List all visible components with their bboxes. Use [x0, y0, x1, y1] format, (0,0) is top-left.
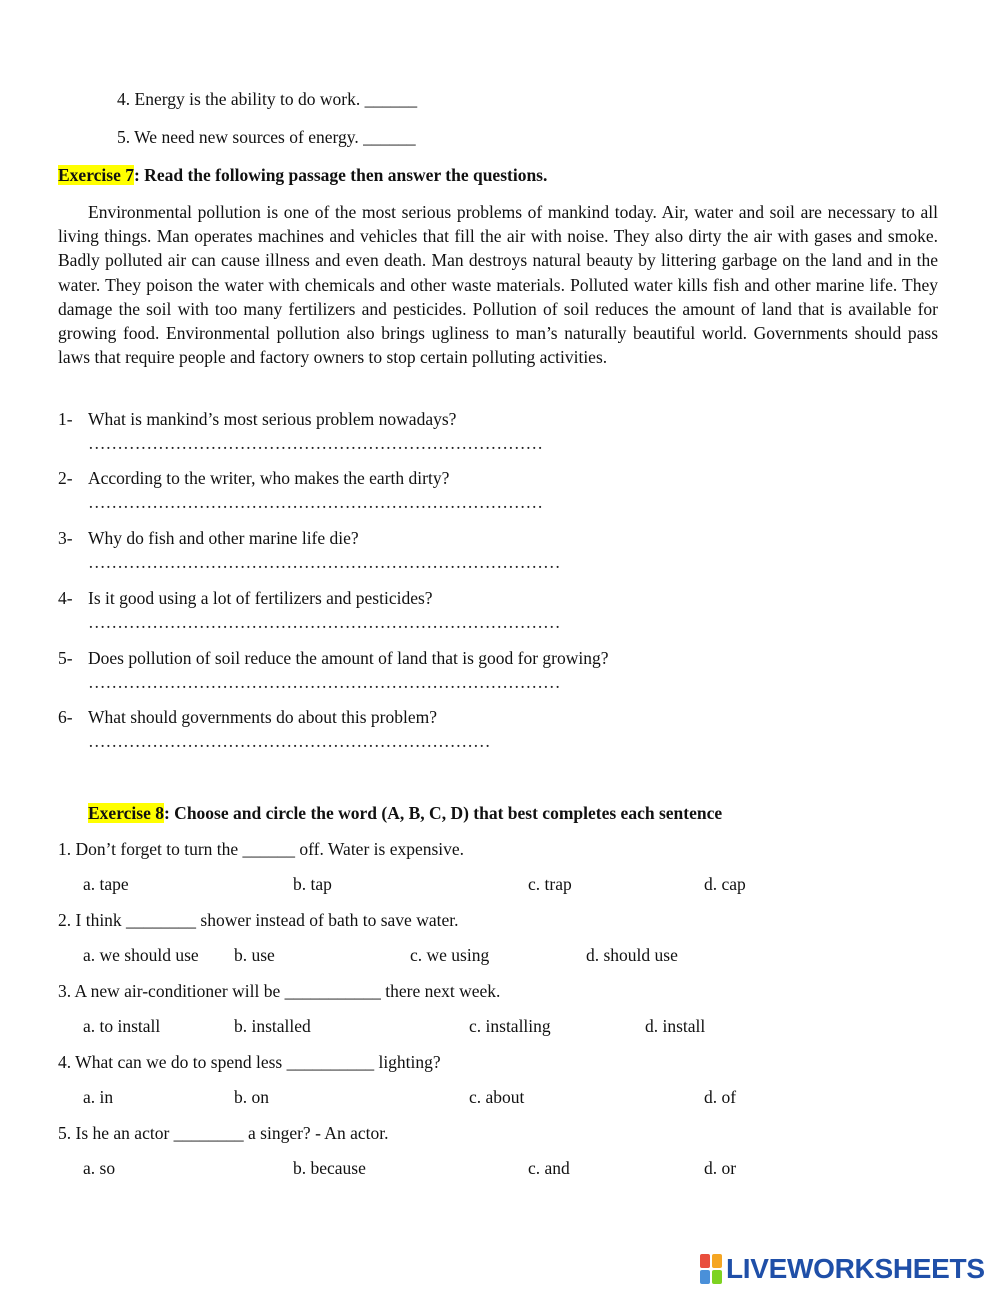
mc-question-3: 3. A new air-conditioner will be ___________ there next week.	[58, 981, 501, 1001]
question-text: What should governments do about this problem?	[88, 707, 437, 727]
exercise-8-heading	[88, 803, 722, 824]
mc-option-a[interactable]: a. tape	[83, 874, 129, 894]
logo-block-red	[700, 1254, 710, 1268]
question-text: According to the writer, who makes the earth dirty?	[88, 468, 450, 488]
answer-line-2[interactable]: ……………………………………………………………………	[88, 492, 543, 512]
question-number: 6-	[58, 707, 73, 727]
reading-passage: Environmental pollution is one of the most serious problems of mankind today. Air, water and soil are necessary to all living things. Man operates machines and vehicles that fill the air with noise. They also dirty the air with gases and smoke. Badly polluted air can cause illness and even death. Man destroys natural beauty by littering garbage on the land and in the water. They poison the water with chemicals and other waste materials. Polluted water kills fish and other marine life. They damage the soil with too many fertilizers and pesticides. Pollution of soil reduces the amount of land that is available for growing food. Environmental pollution also brings ugliness to man’s naturally beautiful world. Governments should pass laws that require people and factory owners to stop certain polluting activities.	[58, 202, 938, 368]
question-number: 2-	[58, 468, 73, 488]
answer-line-6[interactable]: ……………………………………………………………	[88, 731, 491, 751]
mc-option-b[interactable]: b. on	[234, 1087, 269, 1107]
mc-option-b[interactable]: b. because	[293, 1158, 366, 1178]
mc-option-d[interactable]: d. install	[645, 1016, 706, 1036]
mc-option-b[interactable]: b. tap	[293, 874, 332, 894]
question-text: Why do fish and other marine life die?	[88, 528, 359, 548]
mc-option-c[interactable]: c. we using	[410, 945, 490, 965]
mc-option-a[interactable]: a. we should use	[83, 945, 199, 965]
liveworksheets-mark-icon	[700, 1254, 722, 1284]
exercise-7-instruction: : Read the following passage then answer the questions.	[133, 165, 548, 185]
answer-line-5[interactable]: ………………………………………………………………………	[88, 672, 561, 692]
mc-option-c[interactable]: c. trap	[528, 874, 572, 894]
question-5	[58, 648, 609, 669]
mc-question-1: 1. Don’t forget to turn the ______ off. Water is expensive.	[58, 839, 465, 859]
question-text: What is mankind’s most serious problem nowadays?	[88, 409, 457, 429]
question-number: 3-	[58, 528, 73, 548]
question-3	[58, 528, 359, 549]
mc-option-a[interactable]: a. in	[83, 1087, 114, 1107]
true-false-item-5: 5. We need new sources of energy. ______	[117, 127, 416, 147]
exercise-7-heading	[58, 165, 547, 186]
answer-line-1[interactable]: ……………………………………………………………………	[88, 433, 543, 453]
mc-option-b[interactable]: b. use	[234, 945, 275, 965]
exercise-8-label: Exercise 8	[88, 803, 164, 823]
mc-option-a[interactable]: a. to install	[83, 1016, 161, 1036]
logo-text: LIVEWORKSHEETS	[726, 1253, 985, 1284]
mc-question-2: 2. I think ________ shower instead of bath to save water.	[58, 910, 459, 930]
question-text: Does pollution of soil reduce the amount of land that is good for growing?	[88, 648, 609, 668]
liveworksheets-logo	[700, 1252, 985, 1286]
question-6	[58, 707, 437, 728]
mc-option-c[interactable]: c. and	[528, 1158, 570, 1178]
question-2	[58, 468, 450, 489]
question-number: 1-	[58, 409, 73, 429]
mc-option-b[interactable]: b. installed	[234, 1016, 311, 1036]
question-1	[58, 409, 457, 430]
mc-option-d[interactable]: d. cap	[704, 874, 746, 894]
question-number: 5-	[58, 648, 73, 668]
mc-option-a[interactable]: a. so	[83, 1158, 116, 1178]
question-number: 4-	[58, 588, 73, 608]
answer-line-3[interactable]: ………………………………………………………………………	[88, 552, 561, 572]
mc-question-5: 5. Is he an actor ________ a singer? - An actor.	[58, 1123, 389, 1143]
mc-question-4: 4. What can we do to spend less __________ lighting?	[58, 1052, 441, 1072]
question-text: Is it good using a lot of fertilizers and pesticides?	[88, 588, 433, 608]
mc-option-d[interactable]: d. of	[704, 1087, 737, 1107]
true-false-item-4: 4. Energy is the ability to do work. ______	[117, 89, 418, 109]
mc-option-c[interactable]: c. installing	[469, 1016, 551, 1036]
question-4	[58, 588, 433, 609]
logo-block-green	[712, 1270, 722, 1284]
exercise-8-instruction: : Choose and circle the word (A, B, C, D) that best completes each sentence	[163, 803, 723, 823]
mc-option-c[interactable]: c. about	[469, 1087, 525, 1107]
exercise-7-label: Exercise 7	[58, 165, 134, 185]
logo-block-orange	[712, 1254, 722, 1268]
logo-block-blue	[700, 1270, 710, 1284]
answer-line-4[interactable]: ………………………………………………………………………	[88, 612, 561, 632]
mc-option-d[interactable]: d. should use	[586, 945, 678, 965]
mc-option-d[interactable]: d. or	[704, 1158, 737, 1178]
